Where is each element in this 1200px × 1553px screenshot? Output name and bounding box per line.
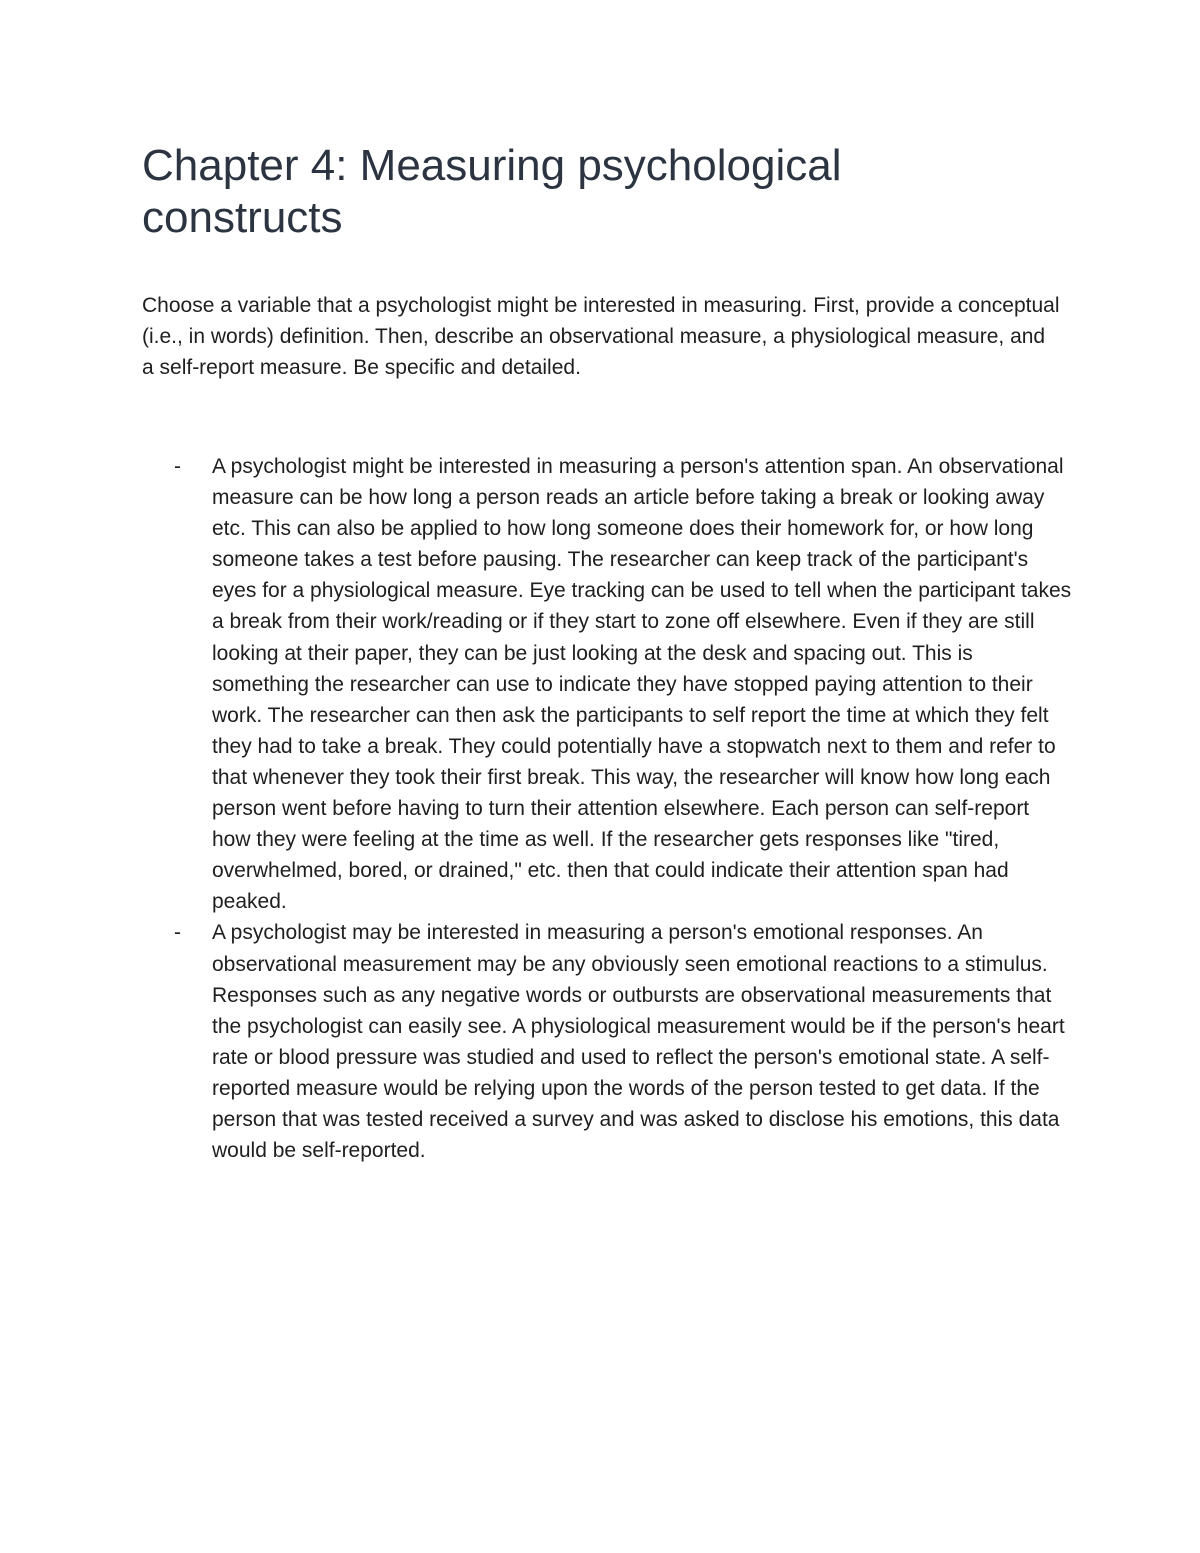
dash-bullet: - [174, 455, 181, 478]
list-item [142, 451, 1072, 917]
dash-bullet: - [174, 921, 181, 945]
answer-text: A psychologist might be interested in measuring a person's attention span. An observational measure can be how long a person reads an article before taking a break or looking away etc. This can also be applied to how long someone does their homework for, or how long someone takes a test before pausing. The researcher can keep track of the participant's eyes for a physiological measure. Eye tracking can be used to tell when the participant takes a break from their work/reading or if they start to zone off elsewhere. Even if they are still looking at their paper, they can be just looking at the desk and spacing out. This is something the researcher can use to indicate they have stopped paying attention to their work. The researcher can then ask the participants to self report the time at which they felt they had to take a break. They could potentially have a stopwatch next to them and refer to that whenever they took their first break. This way, the researcher will know how long each person went before having to turn their attention elsewhere. Each person can self-report how they were feeling at the time as well. If the researcher gets responses like "tired, overwhelmed, bored, or drained," etc. then that could indicate their attention span had peaked. [212, 455, 1072, 914]
list-item [142, 917, 1072, 1166]
page-title: Chapter 4: Measuring psychological constructs [142, 141, 842, 242]
answer-text: A psychologist may be interested in measuring a person's emotional responses. An observational measurement may be any obviously seen emotional reactions to a stimulus. Responses such as any negative words or outbursts are observational measurements that the psychologist can easily see. A physiological measurement would be if the person's heart rate or blood pressure was studied and used to reflect the person's emotional state. A self-reported measure would be relying upon the words of the person tested to get data. If the person that was tested received a survey and was asked to disclose his emotions, this data would be self-reported. [212, 921, 1065, 1163]
answer-list [142, 451, 1072, 1166]
assignment-prompt: Choose a variable that a psychologist might be interested in measuring. First, provide a conceptual (i.e., in words) definition. Then, describe an observational measure, a physiological measure, and a self-report measure. Be specific and detailed. [142, 294, 1060, 379]
